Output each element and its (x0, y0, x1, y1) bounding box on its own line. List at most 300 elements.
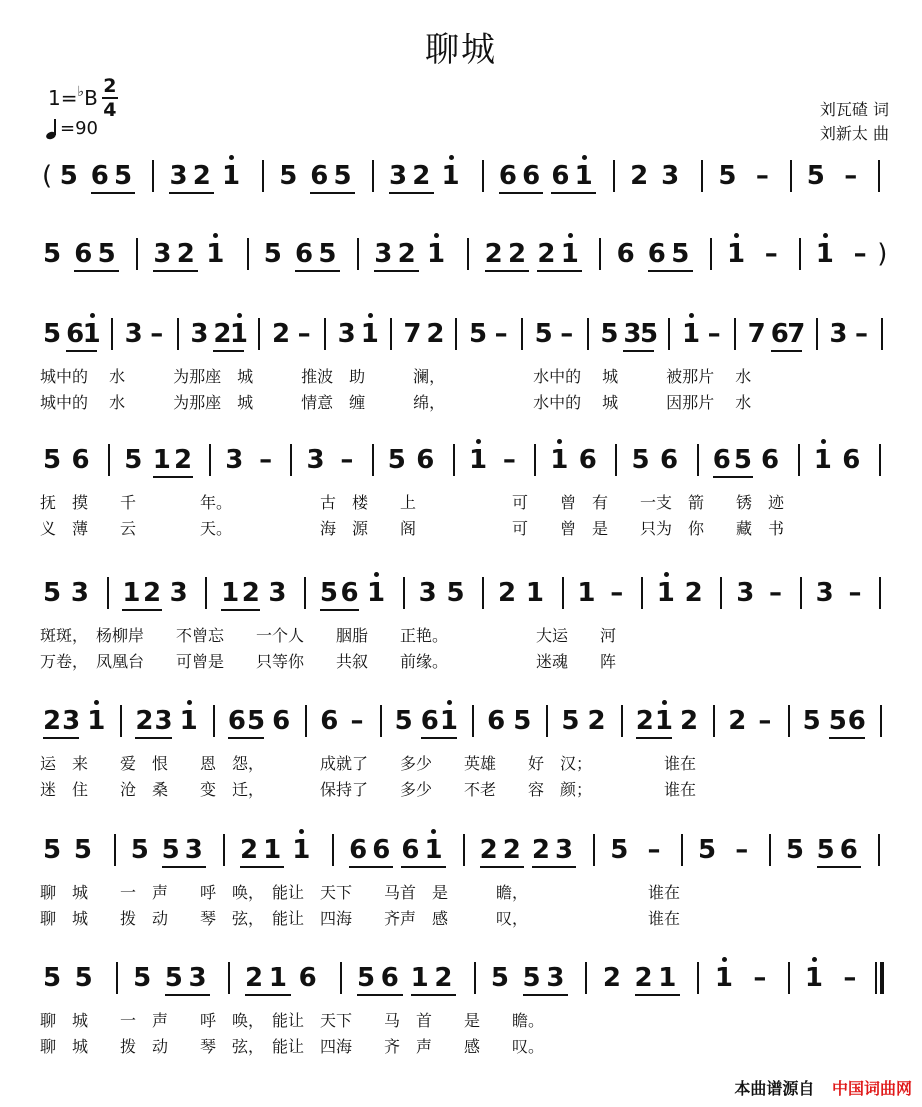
note: 2 (484, 239, 503, 269)
note: 3 (306, 445, 325, 475)
lyric-line: 抚 摸 千 年。 古 楼 上 可 曾 有 一支 箭 锈 迹 (40, 493, 785, 512)
lyric-line: 迷 住 沧 桑 变 迁， 保持了 多少 不老 容 颜； 谁在 (40, 780, 697, 799)
beam-underline (635, 994, 681, 996)
note: 5 (671, 239, 690, 269)
barline (697, 444, 699, 476)
note: 3 (153, 239, 172, 269)
beam-underline (240, 866, 284, 868)
source-site: 中国词曲网 (831, 1079, 912, 1098)
beam-underline (829, 737, 865, 739)
note: 3 (829, 319, 848, 349)
note-dash: – (843, 963, 857, 993)
note: 2 (434, 963, 453, 993)
note: 3 (389, 161, 408, 191)
note: 5 (639, 319, 659, 349)
note: 1 (367, 579, 385, 607)
barline (878, 834, 880, 866)
barline (769, 834, 771, 866)
note: 5 (469, 319, 488, 349)
beam-underline (532, 866, 576, 868)
note: 5 (446, 578, 465, 608)
note: 2 (173, 445, 193, 475)
note: 2 (684, 578, 703, 608)
note: 2 (508, 239, 527, 269)
beam-underline (169, 192, 214, 194)
note: 1 (222, 162, 240, 190)
beam-underline (349, 866, 393, 868)
barline (788, 962, 790, 994)
note: 3 (546, 963, 565, 993)
note-dash: – (735, 835, 749, 865)
beam-underline (480, 866, 524, 868)
note: 5 (785, 835, 804, 865)
music-line (0, 148, 922, 208)
note-dash: – (753, 963, 767, 993)
note: 2 (412, 161, 431, 191)
note: 6 (416, 445, 435, 475)
note: 3 (169, 578, 188, 608)
note: 1 (152, 445, 171, 475)
barline (799, 238, 801, 270)
barline (879, 577, 881, 609)
barline (701, 160, 703, 192)
barline (641, 577, 643, 609)
barline (534, 444, 536, 476)
note: 6 (616, 239, 635, 269)
note: 6 (320, 706, 339, 736)
beam-underline (221, 609, 260, 611)
beam-underline (357, 994, 403, 996)
key-signature (48, 76, 118, 120)
note-dash: – (853, 239, 867, 269)
note: 6 (487, 706, 506, 736)
note: 2 (479, 835, 498, 865)
music-line (0, 226, 922, 286)
note: 5 (161, 835, 180, 865)
barline (304, 577, 306, 609)
barline (681, 834, 683, 866)
note: 5 (246, 706, 266, 736)
note: 6 (761, 445, 780, 475)
lyric-line: 城中的 水 为那座 城 情意 缠 绵， 水中的 城 因那片 水 (40, 393, 752, 412)
lyric-line: 城中的 水 为那座 城 推波 助 澜， 水中的 城 被那片 水 (40, 367, 752, 386)
note: 1 (361, 320, 379, 348)
source-label: 本曲谱源自 (734, 1079, 815, 1098)
note: 5 (59, 161, 78, 191)
quarter-note-icon (46, 119, 58, 139)
beam-underline (135, 737, 171, 739)
beam-underline (153, 476, 193, 478)
barline (136, 238, 138, 270)
note: 5 (816, 835, 835, 865)
barline (720, 577, 722, 609)
note: 6 (90, 161, 109, 191)
note: 6 (842, 445, 861, 475)
note: 5 (828, 706, 847, 736)
lyric-line: 聊 城 一 声 呼 唤， 能让 天下 马首 是 瞻， 谁在 (40, 883, 681, 902)
note: 6 (298, 963, 317, 993)
note: 6 (380, 963, 399, 993)
barline (615, 444, 617, 476)
note: 5 (43, 319, 62, 349)
note: 2 (192, 161, 211, 191)
note: 6 (551, 161, 570, 191)
note: 1 (206, 240, 224, 268)
barline (340, 962, 342, 994)
note: 5 (318, 239, 337, 269)
beam-underline (411, 994, 457, 996)
note: 5 (73, 835, 92, 865)
note: 5 (698, 835, 717, 865)
note: 3 (623, 319, 642, 349)
song-title: 聊城 (425, 30, 497, 70)
note: 6 (66, 319, 85, 349)
note: 1 (727, 240, 745, 268)
beam-underline (310, 192, 355, 194)
barline (209, 444, 211, 476)
note: 5 (600, 319, 619, 349)
beam-underline (162, 866, 206, 868)
note: 1 (682, 320, 700, 348)
beam-underline (499, 192, 544, 194)
barline (546, 705, 548, 737)
note-dash: – (848, 578, 862, 608)
note: 6 (578, 445, 597, 475)
barline (223, 834, 225, 866)
lyricist-credit: 刘瓦碴 词 (819, 100, 889, 119)
beam-underline (421, 737, 457, 739)
note: 6 (272, 706, 291, 736)
beam-underline (537, 270, 582, 272)
note: 1 (550, 446, 568, 474)
lyric-line: 聊 城 拨 动 琴 弦， 能让 四海 齐 声 感 叹。 (40, 1037, 545, 1056)
note: 7 (747, 319, 766, 349)
barline (585, 962, 587, 994)
note: 3 (188, 963, 207, 993)
note: 6 (227, 706, 246, 736)
note: 5 (164, 963, 183, 993)
time-signature (102, 76, 118, 120)
note: 5 (43, 578, 62, 608)
note: 6 (660, 445, 679, 475)
composer-credit: 刘新太 曲 (819, 124, 889, 143)
beam-underline (228, 737, 264, 739)
note-dash: – (494, 319, 508, 349)
barline (372, 444, 374, 476)
note: 5 (319, 578, 338, 608)
note: 1 (655, 707, 673, 735)
note-dash: – (297, 319, 311, 349)
note: 6 (770, 319, 789, 349)
beam-underline (771, 350, 802, 352)
tempo-marking (46, 118, 98, 139)
note: 1 (561, 240, 579, 268)
barline (800, 577, 802, 609)
note: 3 (337, 319, 356, 349)
key-tonic: B (84, 86, 98, 110)
note: 3 (736, 578, 755, 608)
note-dash: – (150, 319, 164, 349)
barline (247, 238, 249, 270)
beam-underline (523, 994, 569, 996)
note: 7 (787, 319, 806, 349)
note: 3 (815, 578, 834, 608)
barline (111, 318, 113, 350)
barline (587, 318, 589, 350)
note: 1 (816, 240, 834, 268)
note: 2 (497, 578, 517, 608)
music-line (0, 822, 922, 882)
barline (788, 705, 790, 737)
barline (453, 444, 455, 476)
note: 6 (498, 161, 517, 191)
note: 1 (263, 835, 282, 865)
note: 5 (806, 161, 825, 191)
note: 6 (295, 239, 314, 269)
note: 5 (802, 706, 821, 736)
note: 5 (357, 963, 376, 993)
barline (177, 318, 179, 350)
note: 2 (176, 239, 195, 269)
barline (599, 238, 601, 270)
barline (482, 577, 484, 609)
note: 5 (43, 445, 62, 475)
note: 2 (635, 706, 654, 736)
barline (213, 705, 215, 737)
note: 1 (83, 320, 101, 348)
note-dash: – (707, 319, 721, 349)
note: 1 (87, 707, 105, 735)
beam-underline (295, 270, 340, 272)
note: 5 (43, 835, 62, 865)
note: 5 (74, 963, 93, 993)
note: 2 (426, 319, 445, 349)
note: 2 (502, 835, 521, 865)
barline (482, 160, 484, 192)
note: 1 (427, 240, 445, 268)
beam-underline (43, 737, 79, 739)
note: 1 (440, 707, 458, 735)
credits (820, 98, 889, 146)
beam-underline (374, 270, 419, 272)
note: 1 (469, 446, 487, 474)
note: 3 (418, 578, 437, 608)
note: 5 (97, 239, 116, 269)
beam-underline (401, 866, 445, 868)
music-line (0, 693, 922, 753)
barline (790, 160, 792, 192)
note-dash: – (844, 161, 858, 191)
note: 6 (522, 161, 541, 191)
note: 5 (513, 706, 532, 736)
note: 2 (679, 706, 699, 736)
beam-underline (153, 270, 198, 272)
note: 6 (74, 239, 93, 269)
note-dash: – (647, 835, 661, 865)
note: 3 (184, 835, 203, 865)
note: 2 (537, 239, 556, 269)
note: 6 (372, 835, 391, 865)
note: 5 (733, 445, 752, 475)
note: 2 (135, 706, 154, 736)
barline (621, 705, 623, 737)
note-dash: – (340, 445, 354, 475)
barline (332, 834, 334, 866)
note: 5 (394, 706, 413, 736)
beam-underline (648, 270, 693, 272)
barline (228, 962, 230, 994)
note: 1 (657, 579, 675, 607)
beam-underline (713, 476, 753, 478)
note: 5 (534, 319, 553, 349)
note: 6 (401, 835, 420, 865)
source-footer (734, 1076, 912, 1099)
note: 1 (715, 964, 733, 992)
note: 1 (180, 707, 198, 735)
note: 1 (814, 446, 832, 474)
barline (697, 962, 699, 994)
barline (463, 834, 465, 866)
barline (521, 318, 523, 350)
barline (152, 160, 154, 192)
lyric-line: 运 来 爱 恨 恩 怨， 成就了 多少 英雄 好 汉； 谁在 (40, 754, 697, 773)
time-beats: 2 (103, 75, 117, 97)
beam-underline (636, 737, 672, 739)
note: 5 (631, 445, 650, 475)
note: 5 (43, 239, 62, 269)
barline (734, 318, 736, 350)
note: 1 (221, 578, 240, 608)
note-dash: – (769, 578, 783, 608)
barline (114, 834, 116, 866)
barline (798, 444, 800, 476)
note: 5 (43, 963, 62, 993)
note: 5 (561, 706, 580, 736)
note: 2 (245, 963, 264, 993)
note: 1 (577, 578, 596, 608)
note: 2 (271, 319, 291, 349)
barline (357, 238, 359, 270)
barline (372, 160, 374, 192)
barline (562, 577, 564, 609)
note: 1 (410, 963, 429, 993)
note: 1 (525, 578, 544, 608)
music-line (0, 306, 922, 366)
note: 6 (420, 706, 439, 736)
repeat-paren: ( (42, 161, 53, 191)
note: 5 (124, 445, 143, 475)
note: 3 (154, 706, 173, 736)
barline (881, 318, 883, 350)
note: 2 (143, 578, 162, 608)
barline (878, 160, 880, 192)
repeat-paren: ) (877, 239, 888, 269)
note: 1 (442, 162, 460, 190)
music-line (0, 950, 922, 1010)
note: 2 (531, 835, 550, 865)
barline (668, 318, 670, 350)
note: 6 (340, 578, 359, 608)
note: 3 (225, 445, 244, 475)
beam-underline (165, 994, 211, 996)
note: 3 (554, 835, 574, 865)
note: 3 (268, 578, 287, 608)
note: 6 (839, 835, 858, 865)
note: 2 (634, 963, 653, 993)
barline (879, 444, 881, 476)
barline (613, 160, 615, 192)
note: 3 (661, 161, 680, 191)
flat-sign: ♭ (77, 84, 85, 100)
note: 1 (122, 578, 141, 608)
tempo-value: =90 (60, 118, 98, 139)
note: 5 (333, 161, 352, 191)
barline (472, 705, 474, 737)
note: 5 (387, 445, 406, 475)
lyric-line: 聊 城 拨 动 琴 弦， 能让 四海 齐声 感 叹， 谁在 (40, 909, 681, 928)
note-dash: – (610, 578, 624, 608)
note: 1 (575, 162, 593, 190)
barline (403, 577, 405, 609)
note: 3 (124, 319, 143, 349)
note: 5 (522, 963, 541, 993)
note: 2 (239, 835, 259, 865)
note-dash: – (854, 319, 868, 349)
beam-underline (122, 609, 161, 611)
barline (305, 705, 307, 737)
barline (262, 160, 264, 192)
note: 5 (263, 239, 282, 269)
barline (390, 318, 392, 350)
note: 3 (190, 319, 209, 349)
note-dash: – (758, 706, 772, 736)
barline (593, 834, 595, 866)
barline (467, 238, 469, 270)
note-dash: – (755, 161, 769, 191)
beam-underline (213, 350, 244, 352)
beam-underline (623, 350, 654, 352)
barline (108, 444, 110, 476)
note: 3 (169, 161, 188, 191)
beam-underline (320, 609, 359, 611)
beam-underline (389, 192, 434, 194)
note: 5 (610, 835, 629, 865)
note: 2 (630, 161, 649, 191)
note: 1 (658, 963, 677, 993)
barline (107, 577, 109, 609)
note-dash: – (764, 239, 778, 269)
barline (816, 318, 818, 350)
note: 2 (397, 239, 416, 269)
note: 6 (349, 835, 368, 865)
barline (880, 705, 882, 737)
note: 1 (805, 964, 823, 992)
lyric-line: 斑斑， 杨柳岸 不曾忘 一个人 胭脂 正艳。 大运 河 (40, 626, 617, 645)
barline (258, 318, 260, 350)
note: 1 (268, 963, 287, 993)
note: 2 (728, 706, 747, 736)
barline (116, 962, 118, 994)
lyric-line: 万卷， 凤凰台 可曾是 只等你 共叙 前缘。 迷魂 阵 (40, 652, 617, 671)
beam-underline (551, 192, 596, 194)
note: 2 (43, 706, 62, 736)
note: 1 (230, 320, 248, 348)
note: 2 (602, 963, 621, 993)
barline (290, 444, 292, 476)
note: 6 (847, 706, 866, 736)
barline (713, 705, 715, 737)
barline (710, 238, 712, 270)
